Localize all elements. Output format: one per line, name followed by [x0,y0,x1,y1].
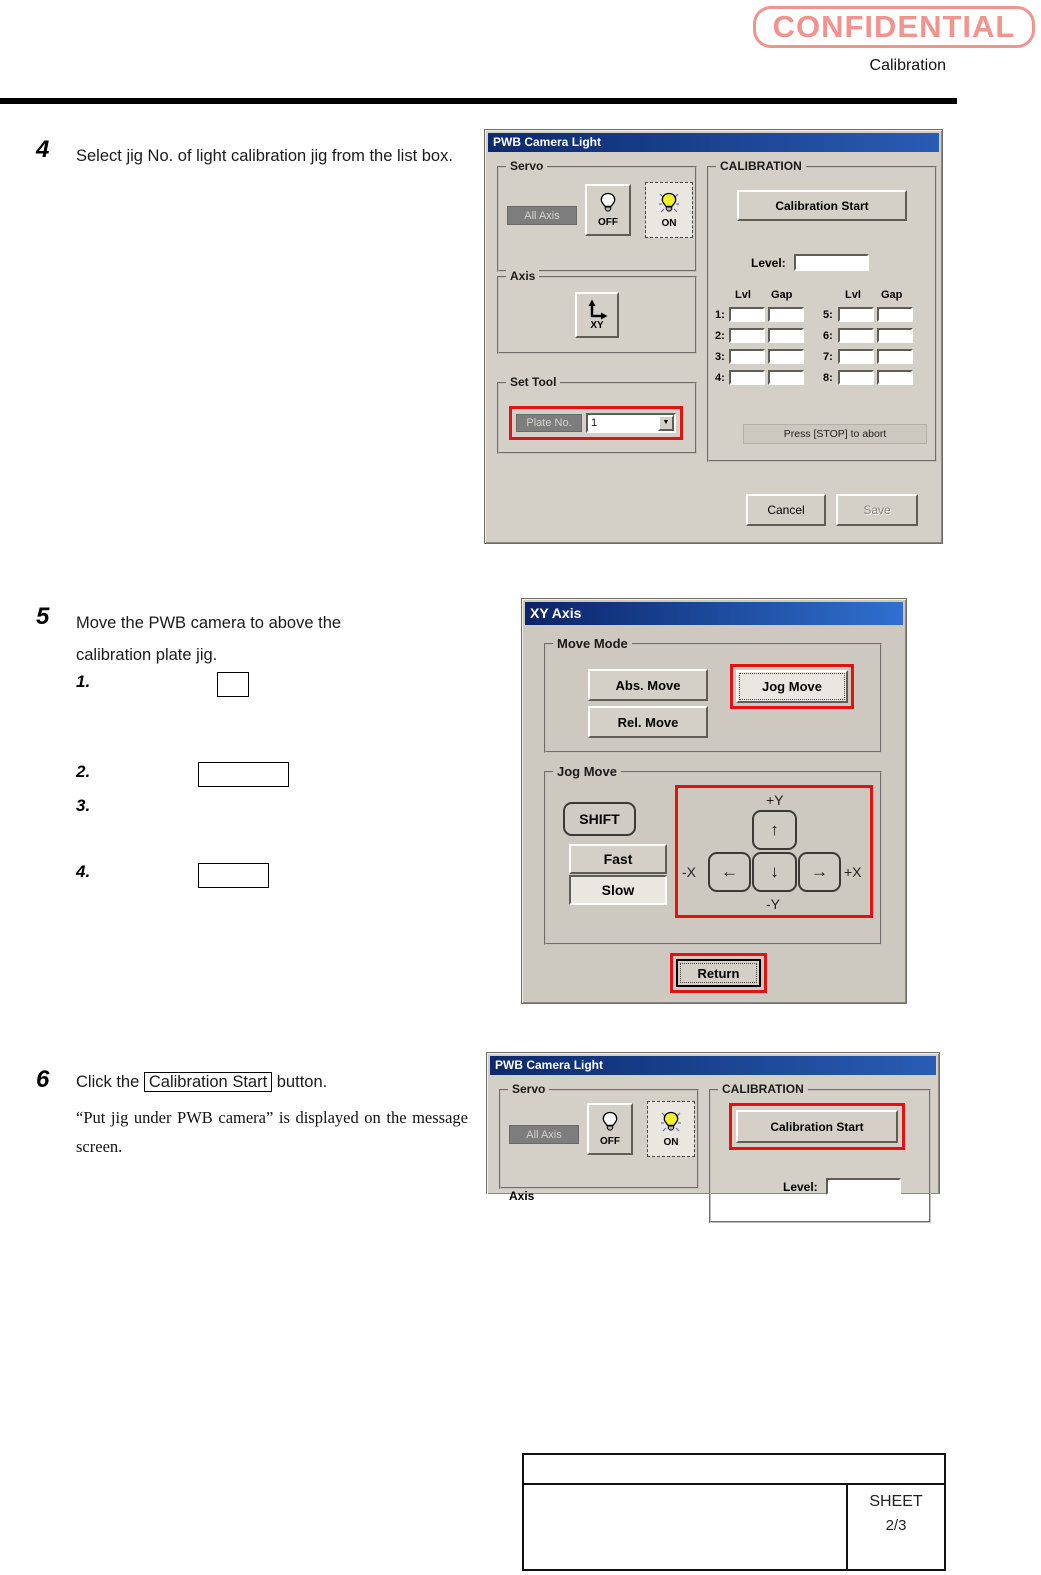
set-tool-group [497,375,697,454]
minus-x-label: -X [682,864,696,880]
jog-arrows-annotation-box [675,785,873,918]
step4-text: Select jig No. of light calibration jig from the list box. [76,147,453,165]
row-label-7: 7: [823,351,833,363]
gap-field-2[interactable] [768,328,804,343]
jog-up-button[interactable]: ↑ [752,810,797,850]
bulb-on-icon [657,191,681,220]
return-annotation-box [670,953,767,993]
row-label-1: 1: [715,309,725,321]
substep3-number: 3. [76,796,91,815]
xy-axes-icon [585,299,609,322]
move-mode-group [544,636,882,753]
substep1-number: 1. [76,672,91,691]
substep4-blank-box [198,863,269,888]
gap-header-right: Gap [881,289,903,301]
level-field[interactable] [794,254,869,271]
dialog-titlebar[interactable] [490,1056,936,1075]
step6-text [76,1069,476,1095]
lvl-field-8[interactable] [838,370,874,385]
lvl-field-4[interactable] [729,370,765,385]
cancel-button[interactable]: Cancel [746,494,826,526]
servo-group [497,159,697,272]
bulb-off-icon [597,192,619,219]
level-label: Level: [751,256,786,270]
lvl-field-6[interactable] [838,328,874,343]
lvl-field-3[interactable] [729,349,765,364]
gap-header-left: Gap [771,289,793,301]
sheet-label: SHEET [869,1493,923,1510]
calibration-start-button[interactable]: Calibration Start [737,190,907,221]
substep1-blank-box [217,672,249,697]
gap-field-1[interactable] [768,307,804,322]
plus-x-label: +X [844,864,862,880]
pwb-camera-light-dialog [484,129,943,544]
servo-group-label: Servo [508,1082,549,1096]
confidential-stamp: CONFIDENTIAL [753,6,1035,48]
lvl-field-7[interactable] [838,349,874,364]
servo-group-label: Servo [506,159,547,173]
substep2-number: 2. [76,762,91,781]
jog-right-button[interactable]: → [798,852,841,892]
all-axis-label: All Axis [509,1125,579,1144]
set-tool-group-label: Set Tool [506,375,560,389]
servo-on-label: ON [661,218,677,229]
fast-button[interactable]: Fast [569,844,667,874]
plate-no-value: 1 [591,417,598,429]
plate-no-label: Plate No. [516,414,582,432]
row-label-3: 3: [715,351,725,363]
axis-group-label-cropped: Axis [509,1189,535,1203]
calibration-group-label: CALIBRATION [716,159,806,173]
sheet-info-box [522,1453,946,1571]
row-label-6: 6: [823,330,833,342]
dialog-title: XY Axis [530,605,582,621]
return-button[interactable]: Return [676,959,761,987]
servo-on-button[interactable] [645,182,693,238]
gap-field-4[interactable] [768,370,804,385]
servo-off-label: OFF [600,1136,620,1147]
jog-move-group-label: Jog Move [553,764,621,779]
dialog-titlebar[interactable] [525,602,903,625]
gap-field-5[interactable] [877,307,913,322]
lvl-field-1[interactable] [729,307,765,322]
gap-field-3[interactable] [768,349,804,364]
lvl-header-left: Lvl [735,289,751,301]
pwb-camera-light-dialog-cropped [486,1052,940,1203]
row-label-8: 8: [823,372,833,384]
combo-dropdown-arrow-icon[interactable]: ▼ [658,415,674,431]
abs-move-button[interactable]: Abs. Move [588,669,708,701]
dialog-title: PWB Camera Light [495,1058,604,1072]
plate-no-combobox[interactable] [586,413,676,433]
servo-off-button[interactable] [585,184,631,236]
jog-move-annotation-box [730,664,854,709]
jog-down-button[interactable]: ↓ [752,852,797,892]
step6-number: 6 [36,1066,50,1093]
calibration-group [709,1082,931,1223]
step6-note: “Put jig under PWB camera” is displayed on the message screen. [76,1108,468,1156]
plus-y-label: +Y [766,792,784,808]
bulb-on-icon [659,1110,683,1139]
step6-button-reference: Calibration Start [144,1072,272,1092]
gap-field-8[interactable] [877,370,913,385]
axis-group [497,269,697,354]
lvl-field-5[interactable] [838,307,874,322]
header-rule [0,98,957,104]
servo-on-button[interactable] [647,1101,695,1157]
axis-group-label: Axis [506,269,539,283]
dialog-title: PWB Camera Light [493,135,602,149]
servo-off-label: OFF [598,217,618,228]
save-button[interactable]: Save [836,494,918,526]
sheet-box-top-row [524,1455,944,1485]
servo-off-button[interactable] [587,1103,633,1155]
servo-group [499,1082,699,1189]
substep4-number: 4. [76,862,91,881]
calibration-group [707,159,937,462]
calibration-group-label: CALIBRATION [718,1082,808,1096]
row-label-2: 2: [715,330,725,342]
step6-text-suffix: button. [272,1073,328,1091]
sheet-value: 2/3 [885,1517,907,1534]
calibration-start-button[interactable]: Calibration Start [736,1110,898,1143]
row-label-4: 4: [715,372,725,384]
slow-button[interactable]: Slow [569,875,667,905]
jog-move-group [544,764,882,945]
substep2-blank-box [198,762,289,787]
level-field[interactable] [826,1178,901,1195]
step5-number: 5 [36,603,50,630]
xy-axis-dialog [521,598,907,1004]
gap-field-7[interactable] [877,349,913,364]
lvl-field-2[interactable] [729,328,765,343]
all-axis-label: All Axis [507,206,577,225]
move-mode-group-label: Move Mode [553,636,632,651]
xy-axis-button[interactable] [575,292,619,338]
plate-no-annotation-box [509,406,683,440]
jog-left-button[interactable]: ← [708,852,751,892]
shift-button[interactable]: SHIFT [563,802,636,836]
step6-text-prefix: Click the [76,1073,144,1091]
calibration-start-annotation-box [729,1103,905,1150]
servo-on-label: ON [663,1137,679,1148]
jog-move-button[interactable]: Jog Move [736,670,848,703]
step4-number: 4 [36,136,50,163]
dialog-titlebar[interactable] [488,133,939,152]
section-header: Calibration [869,57,946,74]
step5-text: Move the PWB camera to above the calibration plate jig. [76,614,342,664]
row-label-5: 5: [823,309,833,321]
bulb-off-icon [599,1111,621,1138]
minus-y-label: -Y [766,896,780,912]
sheet-number-cell [846,1483,944,1569]
lvl-header-right: Lvl [845,289,861,301]
rel-move-button[interactable]: Rel. Move [588,706,708,738]
abort-status-text: Press [STOP] to abort [743,424,927,444]
xy-button-label: XY [590,320,604,331]
gap-field-6[interactable] [877,328,913,343]
level-label: Level: [783,1180,818,1194]
